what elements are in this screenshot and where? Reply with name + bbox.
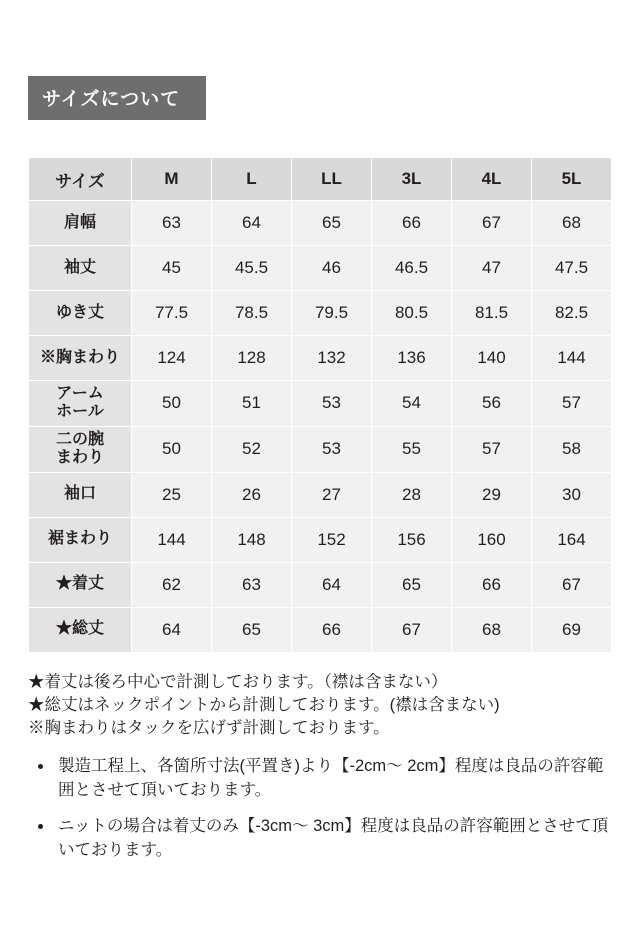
table-row [29, 336, 612, 381]
table-cell: 66 [372, 201, 452, 246]
table-corner-label: サイズ [29, 158, 132, 201]
note-line: ★着丈は後ろ中心で計測しております。（襟は含まない） [28, 672, 448, 691]
row-label: 肩幅 [29, 201, 132, 246]
row-label: 袖丈 [29, 246, 132, 291]
note-line: ★総丈はネックポイントから計測しております。(襟は含まない) [28, 695, 500, 714]
table-body [29, 201, 612, 653]
table-row [29, 291, 612, 336]
table-cell: 30 [532, 472, 612, 517]
table-cell: 50 [132, 381, 212, 427]
table-cell: 69 [532, 607, 612, 652]
table-cell: 47 [452, 246, 532, 291]
table-cell: 45.5 [212, 246, 292, 291]
table-cell: 140 [452, 336, 532, 381]
table-cell: 144 [532, 336, 612, 381]
list-item: • ニットの場合は着丈のみ【-3cm〜 3cm】程度は良品の許容範囲とさせて頂いております。 [54, 815, 611, 863]
row-label: 二の腕 まわり [29, 426, 132, 472]
table-cell: 164 [532, 517, 612, 562]
notes-section [28, 671, 611, 741]
row-label: ゆき丈 [29, 291, 132, 336]
table-cell: 128 [212, 336, 292, 381]
table-cell: 79.5 [292, 291, 372, 336]
table-cell: 50 [132, 426, 212, 472]
table-cell: 56 [452, 381, 532, 427]
table-row [29, 246, 612, 291]
table-cell: 53 [292, 426, 372, 472]
table-cell: 64 [292, 562, 372, 607]
table-cell: 81.5 [452, 291, 532, 336]
table-cell: 80.5 [372, 291, 452, 336]
table-cell: 124 [132, 336, 212, 381]
note-line: ※胸まわりはタックを広げず計測しております。 [28, 719, 390, 738]
table-cell: 53 [292, 381, 372, 427]
row-label: ※胸まわり [29, 336, 132, 381]
table-cell: 148 [212, 517, 292, 562]
table-cell: 78.5 [212, 291, 292, 336]
page-title: サイズについて [28, 76, 206, 120]
table-row [29, 381, 612, 427]
table-cell: 67 [532, 562, 612, 607]
row-label: ★着丈 [29, 562, 132, 607]
table-cell: 136 [372, 336, 452, 381]
table-cell: 63 [212, 562, 292, 607]
row-label: 袖口 [29, 472, 132, 517]
table-row [29, 517, 612, 562]
table-cell: 65 [292, 201, 372, 246]
size-table [28, 157, 612, 653]
table-cell: 25 [132, 472, 212, 517]
table-row [29, 562, 612, 607]
table-cell: 52 [212, 426, 292, 472]
table-cell: 62 [132, 562, 212, 607]
table-row [29, 426, 612, 472]
table-cell: 65 [372, 562, 452, 607]
table-cell: 68 [452, 607, 532, 652]
column-header: 5L [532, 158, 612, 201]
column-header: 3L [372, 158, 452, 201]
table-cell: 45 [132, 246, 212, 291]
table-cell: 64 [132, 607, 212, 652]
table-cell: 68 [532, 201, 612, 246]
table-cell: 160 [452, 517, 532, 562]
table-head [29, 158, 612, 201]
table-cell: 29 [452, 472, 532, 517]
table-header-row [29, 158, 612, 201]
table-cell: 28 [372, 472, 452, 517]
table-cell: 67 [452, 201, 532, 246]
table-cell: 55 [372, 426, 452, 472]
table-cell: 66 [292, 607, 372, 652]
table-cell: 46.5 [372, 246, 452, 291]
table-cell: 57 [532, 381, 612, 427]
column-header: 4L [452, 158, 532, 201]
table-cell: 54 [372, 381, 452, 427]
table-cell: 26 [212, 472, 292, 517]
column-header: L [212, 158, 292, 201]
table-cell: 51 [212, 381, 292, 427]
table-row [29, 472, 612, 517]
table-cell: 66 [452, 562, 532, 607]
table-cell: 132 [292, 336, 372, 381]
column-header: M [132, 158, 212, 201]
notes-bullet-list [28, 755, 611, 863]
column-header: LL [292, 158, 372, 201]
table-row [29, 201, 612, 246]
row-label: ★総丈 [29, 607, 132, 652]
list-item: • 製造工程上、各箇所寸法(平置き)より【-2cm〜 2cm】程度は良品の許容範囲とさせて頂いております。 [54, 755, 611, 803]
table-cell: 63 [132, 201, 212, 246]
table-cell: 152 [292, 517, 372, 562]
table-cell: 67 [372, 607, 452, 652]
table-cell: 156 [372, 517, 452, 562]
table-cell: 77.5 [132, 291, 212, 336]
table-cell: 144 [132, 517, 212, 562]
table-cell: 65 [212, 607, 292, 652]
table-cell: 82.5 [532, 291, 612, 336]
row-label: 裾まわり [29, 517, 132, 562]
row-label: アーム ホール [29, 381, 132, 427]
table-cell: 27 [292, 472, 372, 517]
table-cell: 47.5 [532, 246, 612, 291]
table-cell: 46 [292, 246, 372, 291]
table-cell: 57 [452, 426, 532, 472]
table-row [29, 607, 612, 652]
table-cell: 58 [532, 426, 612, 472]
table-cell: 64 [212, 201, 292, 246]
